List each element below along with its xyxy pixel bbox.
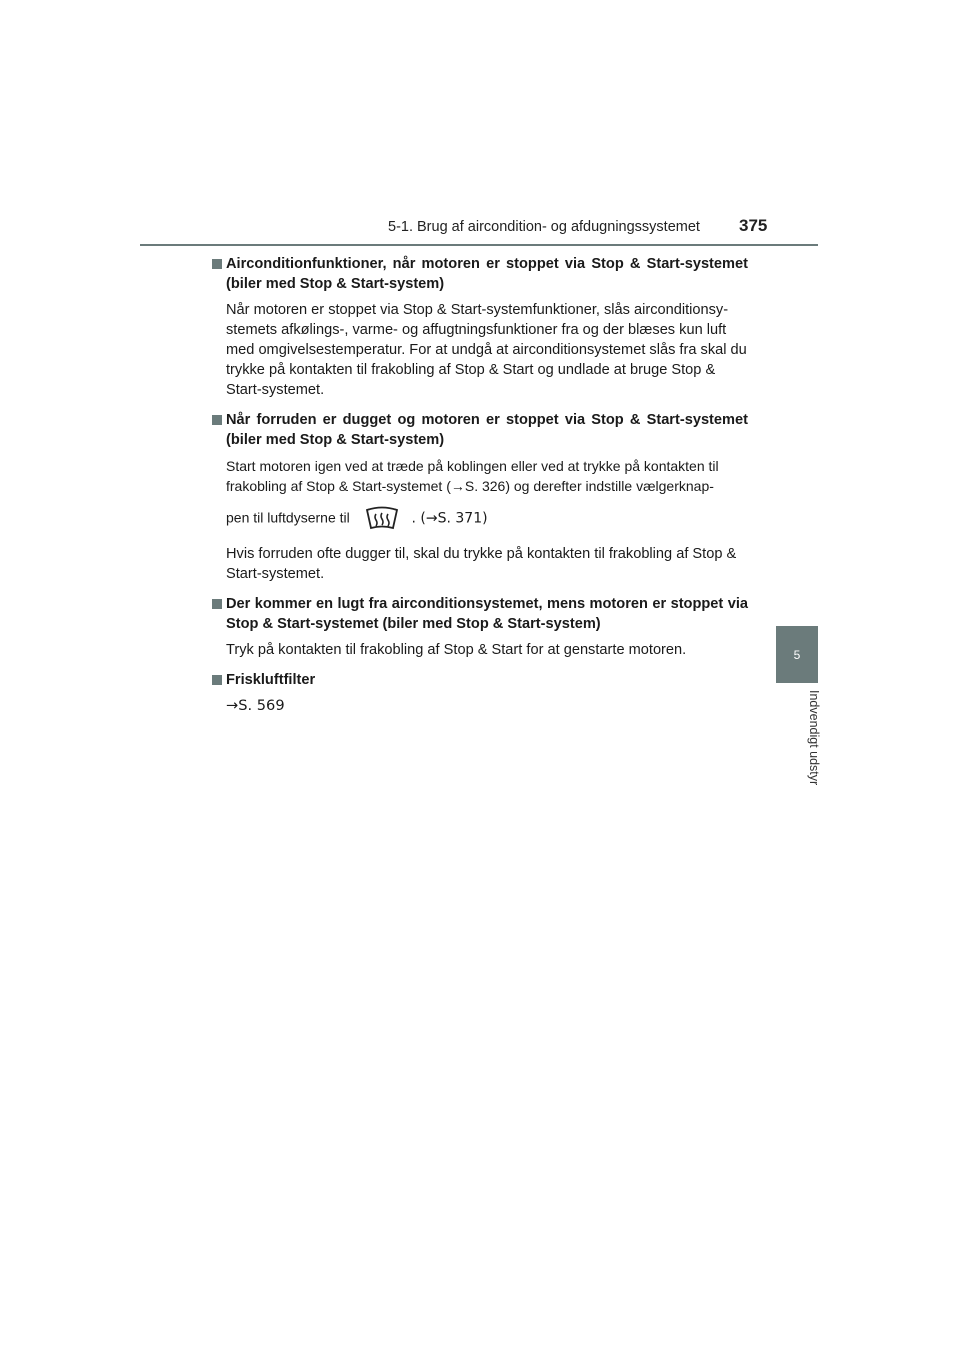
chapter-number: 5 <box>793 647 801 662</box>
windshield-defog-icon <box>364 506 400 532</box>
bullet-square-icon <box>212 415 222 425</box>
chapter-tab <box>776 626 818 683</box>
section-body: Tryk på kontakten til frakobling af Stop & Start for at genstarte motoren. <box>226 642 687 658</box>
page-reference-link[interactable]: →S. 569 <box>226 697 285 714</box>
bullet-square-icon <box>212 599 222 609</box>
bullet-square-icon <box>212 675 222 685</box>
section-heading <box>210 410 748 450</box>
section-body-part2b: . (→S. 371) <box>411 510 488 527</box>
chapter-label: Indvendigt udstyr <box>807 690 821 786</box>
section-heading <box>210 670 748 690</box>
section-heading-text: Der kommer en lugt fra airconditionsystemet, mens motoren er stoppet via Stop & Start-systemet (biler med Stop & Start-system) <box>226 596 748 632</box>
section-odor <box>210 594 748 660</box>
section-heading-text: Friskluftfilter <box>226 672 316 688</box>
section-body-part2a: pen til luftdyserne til <box>226 509 350 526</box>
section-fresh-air-filter <box>210 670 748 716</box>
icon-line <box>226 506 748 532</box>
section-heading-text: Når forruden er dugget og motoren er stoppet via Stop & Start-systemet (biler med Stop & Start-system) <box>226 412 748 448</box>
bullet-square-icon <box>212 259 222 269</box>
section-windshield-fogged <box>210 410 748 584</box>
section-body <box>226 456 748 532</box>
section-heading-text: Airconditionfunktioner, når motoren er stoppet via Stop & Start-systemet (biler med Stop & Start-system) <box>226 256 748 292</box>
section-heading <box>210 594 748 634</box>
section-ac-functions <box>210 254 748 400</box>
page-number: 375 <box>739 216 768 235</box>
header-title: 5-1. Brug af aircondition- og afdugningssystemet <box>388 219 700 235</box>
section-body: Når motoren er stoppet via Stop & Start-systemfunktioner, slås airconditionsy-stemets afkølings-, varme- og affugtningsfunktioner fra og der blæses kun luft med omgivelsestemperatur. For at undgå at airconditionsystemet slås fra skal du trykke på kontakten til frakobling af Stop & Start og undlade at bruge Stop & Start-systemet. <box>226 302 747 398</box>
section-heading <box>210 254 748 294</box>
header-rule <box>140 244 818 246</box>
page-content <box>210 254 748 726</box>
section-body-part1: Start motoren igen ved at træde på koblingen eller ved at trykke på kontakten til frakobling af Stop & Start-systemet (→S. 326) og derefter indstille vælgerknap- <box>226 458 719 494</box>
section-body-part3: Hvis forruden ofte dugger til, skal du trykke på kontakten til frakobling af Stop & Start-systemet. <box>226 546 737 582</box>
